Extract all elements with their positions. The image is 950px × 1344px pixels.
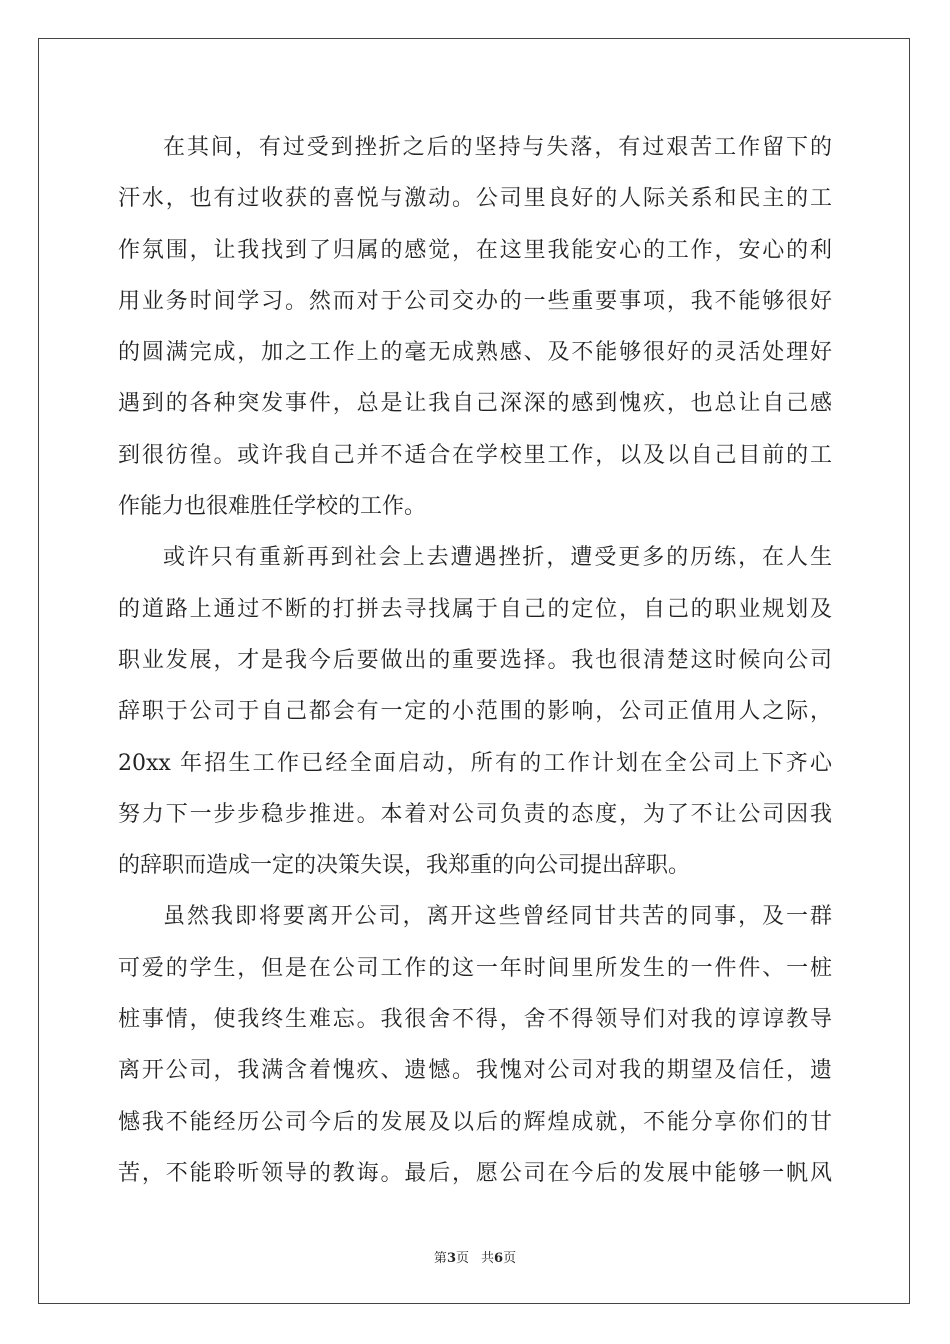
page-prefix: 第 <box>433 1251 447 1266</box>
text-line: 的圆满完成，加之工作上的毫无成熟感、及不能够很好的灵活处理好 <box>118 340 832 366</box>
total-prefix: 共 <box>481 1251 495 1266</box>
text-line: 努力下一步步稳步推进。本着对公司负责的态度，为了不让公司因我 <box>118 801 832 827</box>
text-line: 职业发展，才是我今后要做出的重要选择。我也很清楚这时候向公司 <box>118 647 832 673</box>
text-line: 离开公司，我满含着愧疚、遗憾。我愧对公司对我的期望及信任，遗 <box>118 1058 832 1084</box>
text-line: 作能力也很难胜任学校的工作。 <box>118 494 427 520</box>
text-line: 的道路上通过不断的打拼去寻找属于自己的定位，自己的职业规划及 <box>118 596 832 622</box>
text-line: 辞职于公司于自己都会有一定的小范围的影响，公司正值用人之际， <box>118 699 832 725</box>
text-line: 遇到的各种突发事件，总是让我自己深深的感到愧疚，也总让自己感 <box>118 391 832 417</box>
text-line: 在其间，有过受到挫折之后的坚持与失落，有过艰苦工作留下的 <box>163 135 832 160</box>
text-line: 20xx 年招生工作已经全面启动，所有的工作计划在全公司上下齐心 <box>118 750 832 776</box>
page-mid: 页 <box>455 1251 469 1266</box>
text-line: 或许只有重新再到社会上去遭遇挫折，遭受更多的历练，在人生 <box>163 545 832 571</box>
text-line: 到很彷徨。或许我自己并不适合在学校里工作，以及以自己目前的工 <box>118 442 832 468</box>
text-line: 桩事情，使我终生难忘。我很舍不得，舍不得领导们对我的谆谆教导 <box>118 1007 832 1033</box>
paragraph <box>118 122 832 532</box>
paragraph <box>118 891 832 1199</box>
page-total: 6 <box>494 1251 504 1266</box>
paragraph <box>118 532 832 891</box>
page-footer <box>0 1247 950 1266</box>
text-line: 虽然我即将要离开公司，离开这些曾经同甘共苦的同事，及一群 <box>163 904 832 930</box>
text-line: 可爱的学生，但是在公司工作的这一年时间里所发生的一件件、一桩 <box>118 955 832 981</box>
text-line: 的辞职而造成一定的决策失误，我郑重的向公司提出辞职。 <box>118 853 691 879</box>
text-line: 作氛围，让我找到了归属的感觉，在这里我能安心的工作，安心的利 <box>118 237 832 263</box>
text-line: 苦，不能聆听领导的教诲。最后，愿公司在今后的发展中能够一帆风 <box>118 1160 832 1186</box>
text-line: 汗水，也有过收获的喜悦与激动。公司里良好的人际关系和民主的工 <box>118 186 832 212</box>
total-suffix: 页 <box>503 1251 517 1266</box>
text-line: 用业务时间学习。然而对于公司交办的一些重要事项，我不能够很好 <box>118 288 832 314</box>
text-line: 憾我不能经历公司今后的发展及以后的辉煌成就，不能分享你们的甘 <box>118 1109 832 1135</box>
page-current: 3 <box>446 1251 456 1266</box>
document-body <box>118 122 832 1199</box>
